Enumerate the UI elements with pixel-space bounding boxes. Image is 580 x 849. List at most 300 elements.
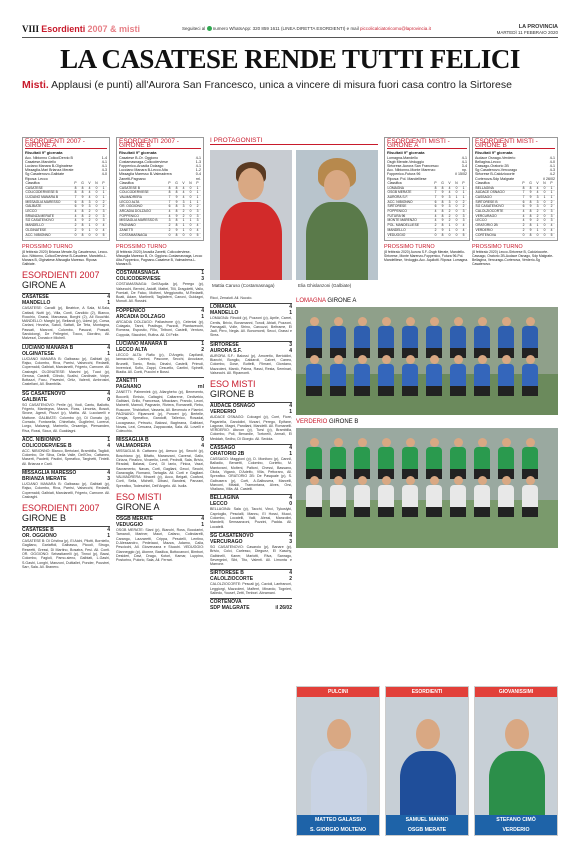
protagonisti-label: I PROTAGONISTI — [210, 137, 378, 145]
standings-cell: 3 — [194, 210, 201, 215]
standings-cell: 2 — [534, 210, 541, 215]
whatsapp-icon — [207, 26, 212, 31]
result-score: 4-1 — [195, 155, 201, 160]
standings-cell: CORTENOVA — [475, 233, 520, 238]
standings-cell: 5 — [460, 233, 467, 238]
standings-cell: 1 — [194, 186, 201, 191]
result-score: 4-2 — [549, 172, 555, 177]
match-lineups: COSTAMASNAGA: Dell'Aquila (p), Perego (p), Valsecchi, Bernini, Astolfi, Mattei, Tilli, Dragoletti, Vallo, Pomiati, De Falco, Molteni, Meggiorotto, M.Redaelli, Boati, Adam, Martinelli, Tagliaferri, Canovi, Guidagni, Monoti. All. Rossini. — [116, 282, 204, 304]
standings-cell: 9 — [79, 195, 86, 200]
standings-cell: 0 — [453, 214, 460, 219]
match-team-a — [116, 340, 204, 347]
team-score: 1 — [201, 313, 204, 320]
standings-header-cell: V — [446, 182, 453, 186]
standings-cell: 0 — [453, 233, 460, 238]
standings-cell: 8 — [173, 205, 180, 210]
standings-cell: 0 — [541, 233, 548, 238]
standings-cell: 8 — [79, 186, 86, 191]
standings-cell: 8 — [527, 210, 534, 215]
standings-cell: 9 — [173, 195, 180, 200]
match-team-a — [22, 344, 110, 351]
standings-header-cell: G — [173, 182, 180, 186]
standings-cell: 2 — [446, 219, 453, 224]
match-block — [116, 340, 204, 374]
team-score: 2 — [289, 576, 292, 583]
match-team-a — [210, 341, 292, 348]
standings-cell: FUTURA 96 — [387, 214, 432, 219]
standings-cell: 8 — [173, 210, 180, 215]
standings-cell: 8 — [432, 186, 439, 191]
standings-cell: 1 — [100, 191, 107, 196]
email-link[interactable]: piccolicalciatoricomo@laprovincia.it — [359, 26, 431, 31]
result-match: Sg Casatenovo-Vercurago — [475, 168, 518, 173]
standings-cell: 9 — [527, 219, 534, 224]
team-score: 4 — [201, 443, 204, 450]
standings-cell: 6 — [166, 205, 173, 210]
standings-cell: 3 — [194, 219, 201, 224]
result-match: Sirtorese B-Calolziocorte — [475, 172, 515, 177]
team-player-figure — [354, 476, 370, 520]
standings-header-cell: N — [93, 182, 100, 186]
photo-caption-2: Elia Ghislanzoni (Galbiate) — [298, 283, 352, 288]
group-name: GIRONE A — [116, 502, 160, 513]
match-block — [116, 515, 204, 562]
standings-cell: ARCADIA DOLZAGO — [119, 210, 166, 215]
standings-cell: 8 — [527, 224, 534, 229]
standings-cell: 2 — [534, 219, 541, 224]
next-round-label: PROSSIMO TURNO — [116, 244, 167, 251]
award-photo — [386, 697, 468, 817]
standings-cell: 0 — [453, 186, 460, 191]
standings-header-cell: V — [534, 182, 541, 186]
standings-cell: 8 — [173, 191, 180, 196]
result-match: Casatese-Mandello — [25, 159, 56, 164]
results-label: ESORDIENTI 2007 - GIRONE B — [119, 140, 201, 149]
standings-cell: 0 — [187, 191, 194, 196]
standings-cell: 2 — [166, 228, 173, 233]
standings-cell: 9 — [439, 205, 446, 210]
next-round-label: PROSSIMO TURNO — [384, 244, 435, 251]
next-round-text: (8 febbraio 2020) Arcadia Zanetti, Colicoderviese-Missaglia Maresso B, Or. Oggiono-Costamasnaga, Lecco Alta-Foppenico, Pagnano-Casatese B, Valmadrera-L. Manara B. — [116, 250, 203, 267]
standings-cell: 1 — [86, 224, 93, 229]
team-name: VERCURAGO — [210, 538, 243, 545]
standings-cell: 0 — [453, 228, 460, 233]
column-2007-a — [22, 137, 110, 569]
match-lineups: LUCIANO MANARA B: Galbasso (p), Galbiati (p), Rajso, Colombo, Riva, Parrisi, Valsecchi, Redaelli, Copernaldi, Galbiati, Marcianelli, Frigerio, Carnone. All. Casiraghi. OLGINATESE: Marzini (p), Tucci (p), Gerosa, Castelli, Cilindo, Scalisi, Cardinale, Volpe, Bottazzi, Focu, Pavesini, Ortiz, Valenti, Ambrosini, Castellani, All. Brambilla. — [22, 356, 110, 387]
standings-cell: 9 — [79, 205, 86, 210]
match-lineups: LOMAGNA: Rinoldi (p), Pozzoni (p), Aprile, Carrei, Centis, Brivio, Bonamanni, Tonoli, Abiati, Pozzoni, Pamagalli, Volle, Strino, Carcuzzi, Beltrame, El Jadi, Pirro, Negla. All. Bonomonti, Secci, Grassi e Sirea. — [210, 316, 292, 338]
result-score: 4-0 — [549, 159, 555, 164]
standings-cell: 2 — [180, 210, 187, 215]
paper-name: LA PROVINCIA — [518, 24, 558, 30]
standings-cell: 7 — [520, 195, 527, 200]
standings-cell: SG CASATENOVO — [25, 219, 72, 224]
standings-cell: 0 — [187, 195, 194, 200]
team-name: OR. OGGIONO — [22, 533, 57, 540]
standings-cell: 4 — [432, 210, 439, 215]
match-block — [210, 402, 292, 441]
standings-cell: 2 — [194, 205, 201, 210]
standings-header-cell: G — [439, 182, 446, 186]
match-lineups: CASATESE: Cavalli (p), Beatrice, A Sala, M.Sala, Cattadi, Nutti (p), Villa, Conti, Candido (2), Blanco, Rocchio, Grassi, Marcassa, Borghi (2), Ali Bouchiki. MANDELLO: Marghi (p), Bellandi (p), Udesi (p), Corsa, Carlani, Hezzha, Satoli, Sattati, De Teta, Montagna, Passati, Marzoni, Colombo, Pasuzzi, Possati, Sandolongi, De Pellegrini, Tocco, Giordino, All. Malvezzi, Donato e Michell. — [22, 306, 110, 341]
standings-cell: 7 — [72, 195, 79, 200]
next-round-text: (8 febbraio 2020) Lecco-Sirtorese B, Calolziocorte-Cassago, Oratorio 2B-Audace Osnago, Sdp Malgrate-Bellagina, Vercurago-Cortenova, Verderio-Sg Casatenovo. — [472, 250, 554, 267]
standings-cell: 0 — [187, 186, 194, 191]
team-name: LECCO ALTA — [116, 346, 148, 353]
team-photo-caption-verderio: VERDERIO GIRONE B — [296, 419, 359, 425]
standings-cell: MISSAGLIA MARESSO B — [119, 219, 166, 224]
match-team-a — [22, 526, 110, 533]
award-card — [296, 686, 380, 836]
match-team-a — [116, 307, 204, 314]
standings-cell: 6 — [72, 200, 79, 205]
standings-cell: 6 — [520, 205, 527, 210]
team-player-figure — [402, 476, 418, 520]
group-label: ESORDIENTI 2007 — [22, 503, 100, 514]
standings-cell: 4 — [432, 219, 439, 224]
result-match: Acc. Nibionno Colico/Dervio B — [25, 155, 73, 160]
standings-cell: 0 — [187, 228, 194, 233]
team-name: AURORA S.F. — [210, 347, 242, 354]
standings-cell: SG CASATENOVO — [475, 205, 520, 210]
standings-cell: 8 — [439, 186, 446, 191]
next-round-label: PROSSIMO TURNO — [22, 244, 73, 251]
standings-header-cell: P — [194, 182, 201, 186]
standings-row — [119, 233, 201, 238]
match-team-a — [210, 444, 292, 451]
page-header — [22, 24, 558, 38]
team-score: 4 — [289, 445, 292, 452]
result-score: rnl. — [196, 176, 201, 181]
standings-cell: 2 — [180, 214, 187, 219]
standings-cell: 3 — [86, 205, 93, 210]
group-label: ESO MISTI — [116, 492, 162, 503]
standings-cell: 3 — [194, 214, 201, 219]
player-photo-1 — [210, 150, 292, 280]
standings-cell: COLICODERVIESE B — [25, 191, 72, 196]
standings-cell: 2 — [86, 214, 93, 219]
result-match: Sirtorese-Aurora San Francesco — [387, 164, 439, 169]
standings-cell: 1 — [460, 195, 467, 200]
standings-cell: 1 — [534, 228, 541, 233]
award-photo — [475, 697, 557, 817]
match-team-a — [210, 402, 292, 409]
result-match: Cortenova-Sdp Malgrate — [475, 176, 515, 181]
team-name: CORTENOVA — [210, 599, 242, 606]
team-photo-caption-lomagna: LOMAGNA GIRONE A — [296, 298, 357, 304]
standings-cell: 4 — [520, 214, 527, 219]
standings-cell: 8 — [173, 186, 180, 191]
team-photo-verderio — [296, 428, 558, 548]
team-score: 4 — [289, 347, 292, 354]
team-player-figure — [450, 476, 466, 520]
standings-cell: 0 — [187, 224, 194, 229]
standings-cell: 8 — [439, 214, 446, 219]
standings-cell: 4 — [86, 195, 93, 200]
team-score: 4 — [107, 469, 110, 476]
team-name: COSTAMASNAGA — [116, 270, 159, 277]
team-player-figure — [522, 476, 538, 520]
team-score: 4 — [289, 570, 292, 577]
team-player-figure — [330, 476, 346, 520]
team-name: ORATORIO 2B — [210, 451, 245, 458]
result-match: Costamasnaga-Colicoderviese — [119, 159, 168, 164]
team-name: VEDUGGIO — [116, 522, 143, 529]
result-match: Foppenico-Futura 96 — [387, 172, 421, 177]
standings-cell: 9 — [79, 219, 86, 224]
result-score: 4-1 — [461, 159, 467, 164]
standings-cell: 4 — [72, 214, 79, 219]
results-box — [384, 137, 470, 241]
team-score: 1 — [107, 533, 110, 540]
standings-header-cell: G — [79, 182, 86, 186]
standings-cell: 1 — [453, 195, 460, 200]
team-score: 1 — [201, 522, 204, 529]
match-block — [210, 494, 292, 528]
standings-cell: 0 — [541, 228, 548, 233]
standings-cell: 4 — [534, 191, 541, 196]
standings-cell: 6 — [432, 200, 439, 205]
standings-cell: 2 — [72, 224, 79, 229]
standings-header-cell: N — [541, 182, 548, 186]
standings-cell: 3 — [534, 200, 541, 205]
results-label: ESORDIENTI MISTI - GIRONE A — [387, 140, 467, 149]
standings-cell: 9 — [527, 205, 534, 210]
standings-cell: 2 — [548, 205, 555, 210]
match-lineups: CASATESE B: Di Cristina (p), El Aichi, Pilotti, Borniello, Gagliano, Gariaffoli, Galbasso, Piccoli, Strugo, Reseetti, Gressi, Di Martino, Bosatra, Fesi. All. Conti. OR. OGGIONO: Sebastianelli (p), Tinnoi (p), Bacsi, Colombo, Fagioli, Pamo-sieno, Galbiati, L.Gashi, S.Gashi, Longhi, Manzoni, Dultiallet, Ponder, Poustrei, Sarr, Sala. All. Branero. — [22, 539, 110, 569]
standings-cell: 9 — [439, 195, 446, 200]
team-player-figure — [306, 355, 322, 399]
team-score: 3 — [289, 538, 292, 545]
match-lineups: LECCO ALTA: Rafio (p), D'Angelo, Capilardi, Iannacchio, Carinni, Pascone, Secchi, Arcudace, Brunelli, Tomic, Redo, Dinalvi, Castelli, Primoli, Invernizzi, Sofio, Zappi, Cesuello, Cantini, Spinelli, Biadia. All. Conti, Puccini e Bossi. — [116, 352, 204, 375]
standings-cell: PAGNANO — [119, 224, 166, 229]
standings-cell: 1 — [180, 224, 187, 229]
team-name: LECCO — [210, 501, 228, 508]
standings-header-cell: P — [460, 182, 467, 186]
standings-cell: OLGINATESE — [25, 228, 72, 233]
match-team-a — [22, 436, 110, 443]
match-lineups: MISSAGLIA B: Cattaneo (p), Aresco (p), Secchi (p), Boschiano (p), Bifatto, Maranzani, Caverai, Gallo, Cirizza, Finalivo, Vivarello, Lenti, Pedrolli, Sala, Brivio, Riradati, Balassi, Corvi, Di Ianio, Finica, Vazzi, Sacramento, Navas, Corti, Gagliani, Gecci, Secchi, Garavaglia, Romanò, Tartaglia. All. Corti e Gagliani. VALMADRERA: Mraceli (p), Acco, Beigati, Coaford, Corti, Sella, Michelli, Dibasi, Bandesi, Panzani, Spreafico, Todeschini, Dell'Angelo. All. Isolla. — [116, 449, 204, 488]
team-score: 1 — [107, 436, 110, 443]
team-score: 4 — [201, 516, 204, 523]
standings-cell: 8 — [72, 191, 79, 196]
standings-cell: 8 — [173, 219, 180, 224]
standings-cell: 1 — [446, 224, 453, 229]
standings-cell: 8 — [166, 186, 173, 191]
award-team: S. GIORGIO MOLTENO — [309, 827, 367, 833]
match-lineups: LUCIANO MANARA B: Galbasso (p), Galbiati (p), Rajso, Colombo, Riva, Parrisi, Valsecchi, Redaelli, Copernaldi, Galbiati, Marcianelli, Frigerio, Carnone. All. Casiraghi. — [22, 481, 110, 499]
result-match: Lucciano Manara B-Lecco Alta — [119, 168, 168, 173]
standings-cell: 4 — [180, 191, 187, 196]
team-name: SG CASATENOVO — [210, 532, 254, 539]
result-score: 4-3 — [549, 168, 555, 173]
result-match: Missaglia Maresso B-Valmadrera — [119, 172, 172, 177]
results-label: ESORDIENTI 2007 - GIRONE A — [25, 140, 107, 149]
team-name: CASSAGO — [210, 445, 236, 452]
team-player-figure — [306, 476, 322, 520]
match-block — [116, 307, 204, 337]
team-score: 1 — [201, 270, 204, 277]
standings-cell: 8 — [527, 186, 534, 191]
standings-cell: 8 — [79, 214, 86, 219]
standings-cell: LECCO ALTA — [119, 200, 166, 205]
standings-cell: 1 — [194, 200, 201, 205]
award-photo — [297, 697, 379, 817]
standings-cell: 4 — [520, 210, 527, 215]
match-block — [210, 341, 292, 375]
match-block — [210, 569, 292, 595]
match-team-a — [22, 293, 110, 300]
standings-cell: 2 — [520, 224, 527, 229]
standings-cell: 7 — [166, 195, 173, 200]
result-match: Lomagna-Mandello — [387, 155, 418, 160]
result-score: 1-2 — [195, 168, 201, 173]
team-name: OLGINATESE — [22, 350, 55, 357]
standings-cell: 2 — [100, 205, 107, 210]
standings-header-cell: N — [453, 182, 460, 186]
standings-cell: 0 — [93, 200, 100, 205]
standings-cell: CASATESE — [25, 186, 72, 191]
award-title: ESORDIENTI — [386, 687, 468, 697]
team-name: SIRTORESE — [210, 341, 239, 348]
match-team-a — [210, 598, 292, 605]
standings-cell: 8 — [439, 224, 446, 229]
match-team-b — [210, 605, 292, 611]
result-score: 4-1 — [549, 164, 555, 169]
standings-cell: 0 — [541, 224, 548, 229]
match-team-a — [116, 377, 204, 384]
column-protagonisti — [210, 137, 378, 147]
standings-cell: 4 — [100, 228, 107, 233]
team-score: 1 — [289, 310, 292, 317]
standings-cell: 4 — [180, 195, 187, 200]
column-misti-a-text — [210, 296, 292, 611]
standings-cell: LUCIANO MANARA B — [25, 195, 72, 200]
contact-strip: Seguiteci al numero WhatsApp: 320 859 1611 (LINEA DIRETTA ESORDIENTI) e mail piccolicalciatoricomo@laprovincia.it — [182, 26, 431, 31]
result-match: Missaglia-Mari Brianza Merate — [25, 168, 74, 173]
standings-cell: 2 — [86, 210, 93, 215]
standings-cell: 2 — [460, 200, 467, 205]
standings-cell: 1 — [187, 200, 194, 205]
standings-cell: 4 — [72, 219, 79, 224]
standings-cell: 2 — [534, 214, 541, 219]
section-suffix: 2007 & misti — [87, 24, 141, 34]
standings-cell: 3 — [534, 205, 541, 210]
standings-cell: SIRTORESE — [387, 205, 432, 210]
standings-cell: 8 — [527, 200, 534, 205]
standings-cell: 1 — [541, 195, 548, 200]
deck: Misti. Applausi (e punti) all'Aurora San Francesco, unica a vincere di misura fuori casa contro la Sirtorese — [22, 79, 512, 91]
standings-cell: 2 — [166, 224, 173, 229]
match-team-a — [210, 532, 292, 539]
standings-cell: 3 — [548, 210, 555, 215]
standings-cell: AURORA S.F. — [387, 195, 432, 200]
team-player-figure — [402, 355, 418, 399]
match-block — [210, 532, 292, 566]
standings-header-cell: P — [166, 182, 173, 186]
section-name: Esordienti — [41, 24, 86, 34]
result-score: il 15/02 — [455, 172, 467, 177]
standings-cell: OR. OGGIONO — [119, 205, 166, 210]
standings-cell: 3 — [548, 214, 555, 219]
standings-cell: GALBIATE — [25, 205, 72, 210]
match-lineups: SG CASATENOVO: Casarolo (p), Banare (p), Brivio, Colci, Carlesso, Dieguez, El Kaschy, Galbinelli, Kaner, Mariotti, Riva, Sanrago, Severgnini, Sibi, Tito, Valenti. All. Limonta e Marrone. — [210, 544, 292, 567]
standings-header-cell: V — [86, 182, 93, 186]
standings-row — [387, 233, 467, 238]
match-lineups: ACC. NIBIONNO: Bianco, Bertolani, Brambilla, Taglioli, Colombo, De Silva, Della Valle, Dell'Oro, Cattaneo, Maserti, Paoletti, Paolini, Spreafico, Targhetti, Tintelli. All. Brianza e Carli. — [22, 448, 110, 466]
standings-cell: ZANETTI — [119, 228, 166, 233]
standings-cell: 3 — [180, 200, 187, 205]
standings-cell: 0 — [187, 214, 194, 219]
team-score: 4 — [289, 495, 292, 502]
award-card — [474, 686, 558, 836]
standings-cell: 1 — [460, 191, 467, 196]
standings-cell: 0 — [453, 224, 460, 229]
standings-cell: 1 — [548, 186, 555, 191]
standings-cell: 4 — [520, 219, 527, 224]
standings-cell: 4 — [86, 186, 93, 191]
standings-cell: 3 — [446, 205, 453, 210]
standings-cell: SIRTORESE B — [475, 200, 520, 205]
team-name: SDP MALGRATE — [210, 605, 250, 612]
standings-cell: 4 — [72, 210, 79, 215]
standings-cell: 0 — [520, 233, 527, 238]
result-score: 4-1 — [101, 159, 107, 164]
team-player-figure — [378, 355, 394, 399]
standings-cell: 2 — [548, 200, 555, 205]
result-match: Riposa: Lecco — [25, 176, 48, 181]
photo-caption-1: Mattia Caruso (Costamasnaga) — [212, 283, 275, 288]
standings-cell: 0 — [453, 219, 460, 224]
column-misti-a — [384, 137, 470, 262]
result-score: il 26/02 — [543, 176, 555, 181]
match-lineups: OSGB MERATE: Siani (p), Bianchi, Ross, Bocciarini, Tamandi, Mariner, Mauri, Cafano, Colindarelli, Carango, Lazzaretti, Crippa, Pescielli, Lentino, D.Alessandro, Pedeiacci, Mazza, Adamo, Calia, Pescicchi, All. Giovenzana e Stucchi. VEDUGGIO: Gianneggio (p), Atonne, Basilica, Bottocanovi, Bimbori, Desideri, Davi, Drago, Kotori, Kamar, Luppino, Postorino, Pulorio, Sala, All. Ferrari. — [116, 528, 204, 563]
standings-header-cell: Classifica — [387, 182, 432, 186]
standings-cell: 0 — [432, 233, 439, 238]
match-block — [116, 377, 204, 433]
team-player-figure — [498, 476, 514, 520]
team-name: MANDELLO — [210, 310, 239, 317]
team-player-figure — [354, 355, 370, 399]
standings-cell: MANDELLO — [387, 228, 432, 233]
standings-cell: ACC. NIBIONNO — [25, 233, 72, 238]
team-score: 1 — [289, 409, 292, 416]
standings-cell: 3 — [548, 219, 555, 224]
team-player-figure — [498, 355, 514, 399]
match-team-a — [210, 494, 292, 501]
standings-cell: 7 — [520, 191, 527, 196]
section-title — [22, 24, 140, 34]
standings-cell: 0 — [187, 205, 194, 210]
standings-cell: VERCURAGO — [475, 214, 520, 219]
standings-cell: 8 — [439, 200, 446, 205]
standings-cell: CASSAGO — [475, 195, 520, 200]
standings-cell: 1 — [180, 219, 187, 224]
standings-cell: 3 — [100, 214, 107, 219]
result-score: 1-4 — [101, 155, 107, 160]
standings-cell: 0 — [541, 205, 548, 210]
next-round-text: (8 febbraio 2020) Aurora S.F.-Osgb Merate, Mandello-Sirtorese, Monte Marenzo-Foppenico, Futura 96-Pol. Mandelliese, Veduggio-Acc. Aquilotti. Riposa: Lomagna. — [384, 250, 469, 263]
team-score: 0 — [289, 501, 292, 508]
match-block — [22, 526, 110, 569]
standings-cell: LECCO — [25, 210, 72, 215]
team-name: AUDACE OSNAGO — [210, 403, 256, 410]
standings-cell: 0 — [93, 205, 100, 210]
standings-cell: 8 — [173, 224, 180, 229]
award-player: SAMUEL MANNO — [405, 817, 449, 823]
next-round-label: PROSSIMO TURNO — [472, 244, 523, 251]
column-misti-b — [472, 137, 558, 266]
